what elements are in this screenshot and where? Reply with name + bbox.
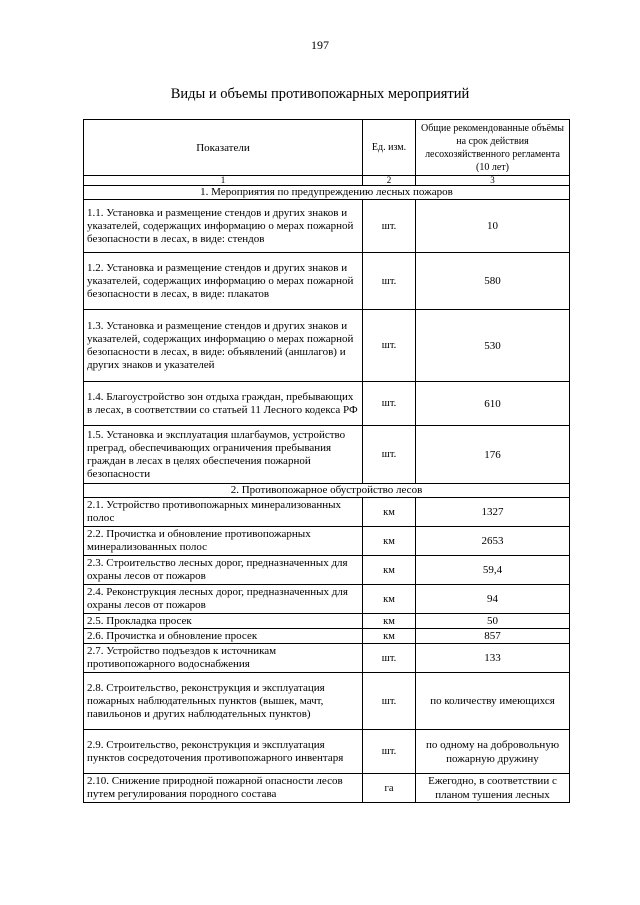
- row-value: 59,4: [416, 556, 570, 585]
- row-indicator: 1.5. Установка и эксплуатация шлагбаумов, устройство преград, обеспечивающих ограничения пребывания граждан в лесах в целях обеспечения пожарной безопасности: [84, 426, 363, 484]
- table-row: [84, 774, 570, 803]
- row-indicator: 2.4. Реконструкция лесных дорог, предназначенных для охраны лесов от пожаров: [84, 585, 363, 614]
- row-value: 530: [416, 310, 570, 382]
- row-indicator: 1.2. Установка и размещение стендов и других знаков и указателей, содержащих информацию о мерах пожарной безопасности в лесах, в виде: плакатов: [84, 253, 363, 310]
- row-value: 94: [416, 585, 570, 614]
- row-unit: шт.: [363, 200, 416, 253]
- row-value: 1327: [416, 498, 570, 527]
- row-value: 50: [416, 614, 570, 629]
- row-indicator: 2.6. Прочистка и обновление просек: [84, 629, 363, 644]
- table-row: [84, 253, 570, 310]
- column-number: 2: [363, 176, 416, 186]
- column-number: 3: [416, 176, 570, 186]
- table-row: [84, 614, 570, 629]
- row-value: по количеству имеющихся: [416, 673, 570, 730]
- table-row: [84, 527, 570, 556]
- table-row: [84, 426, 570, 484]
- table-row: [84, 730, 570, 774]
- table-row: [84, 644, 570, 673]
- table-header-row: [84, 120, 570, 176]
- row-value: 176: [416, 426, 570, 484]
- row-value: 857: [416, 629, 570, 644]
- row-unit: км: [363, 629, 416, 644]
- table-row: [84, 556, 570, 585]
- row-indicator: 2.5. Прокладка просек: [84, 614, 363, 629]
- row-indicator: 1.4. Благоустройство зон отдыха граждан, пребывающих в лесах, в соответствии со статьей 11 Лесного кодекса РФ: [84, 382, 363, 426]
- row-unit: шт.: [363, 382, 416, 426]
- row-unit: км: [363, 585, 416, 614]
- header-unit: Ед. изм.: [363, 120, 416, 176]
- page-number: 197: [311, 38, 329, 52]
- row-unit: км: [363, 614, 416, 629]
- section-title: 1. Мероприятия по предупреждению лесных пожаров: [84, 186, 570, 200]
- row-unit: шт.: [363, 253, 416, 310]
- row-unit: шт.: [363, 644, 416, 673]
- table-row: [84, 585, 570, 614]
- row-value: 2653: [416, 527, 570, 556]
- row-unit: га: [363, 774, 416, 803]
- table-row: [84, 629, 570, 644]
- row-unit: км: [363, 556, 416, 585]
- row-indicator: 1.1. Установка и размещение стендов и других знаков и указателей, содержащих информацию о мерах пожарной безопасности в лесах, в виде: стендов: [84, 200, 363, 253]
- table-row: [84, 200, 570, 253]
- row-value: 10: [416, 200, 570, 253]
- row-unit: шт.: [363, 673, 416, 730]
- row-indicator: 2.8. Строительство, реконструкция и эксплуатация пожарных наблюдательных пунктов (вышек, мачт, павильонов и других наблюдательных пунктов): [84, 673, 363, 730]
- fire-measures-table: [83, 119, 570, 803]
- table-row: [84, 382, 570, 426]
- column-number: 1: [84, 176, 363, 186]
- table-row: [84, 310, 570, 382]
- row-value: 610: [416, 382, 570, 426]
- row-indicator: 2.7. Устройство подъездов к источникам противопожарного водоснабжения: [84, 644, 363, 673]
- table-row: [84, 498, 570, 527]
- row-unit: км: [363, 498, 416, 527]
- document-title: Виды и объемы противопожарных мероприятий: [170, 86, 470, 102]
- row-unit: шт.: [363, 426, 416, 484]
- row-unit: км: [363, 527, 416, 556]
- header-indicator: Показатели: [84, 120, 363, 176]
- row-indicator: 2.3. Строительство лесных дорог, предназначенных для охраны лесов от пожаров: [84, 556, 363, 585]
- row-value: 580: [416, 253, 570, 310]
- row-value: 133: [416, 644, 570, 673]
- row-indicator: 2.9. Строительство, реконструкция и эксплуатация пунктов сосредоточения противопожарного инвентаря: [84, 730, 363, 774]
- row-value: Ежегодно, в соответствии с планом тушения лесных: [416, 774, 570, 803]
- table-row: [84, 673, 570, 730]
- column-numbers-row: [84, 176, 570, 186]
- row-unit: шт.: [363, 730, 416, 774]
- row-indicator: 1.3. Установка и размещение стендов и других знаков и указателей, содержащих информацию о мерах пожарной безопасности в лесах, в виде: объявлений (аншлагов) и других знаков и указателей: [84, 310, 363, 382]
- section-title: 2. Противопожарное обустройство лесов: [84, 484, 570, 498]
- row-value: по одному на добровольную пожарную дружину: [416, 730, 570, 774]
- row-indicator: 2.2. Прочистка и обновление противопожарных минерализованных полос: [84, 527, 363, 556]
- row-indicator: 2.10. Снижение природной пожарной опасности лесов путем регулирования породного состава: [84, 774, 363, 803]
- row-unit: шт.: [363, 310, 416, 382]
- row-indicator: 2.1. Устройство противопожарных минерализованных полос: [84, 498, 363, 527]
- header-volume: Общие рекомендованные объёмы на срок действия лесохозяйственного регламента (10 лет): [416, 120, 570, 176]
